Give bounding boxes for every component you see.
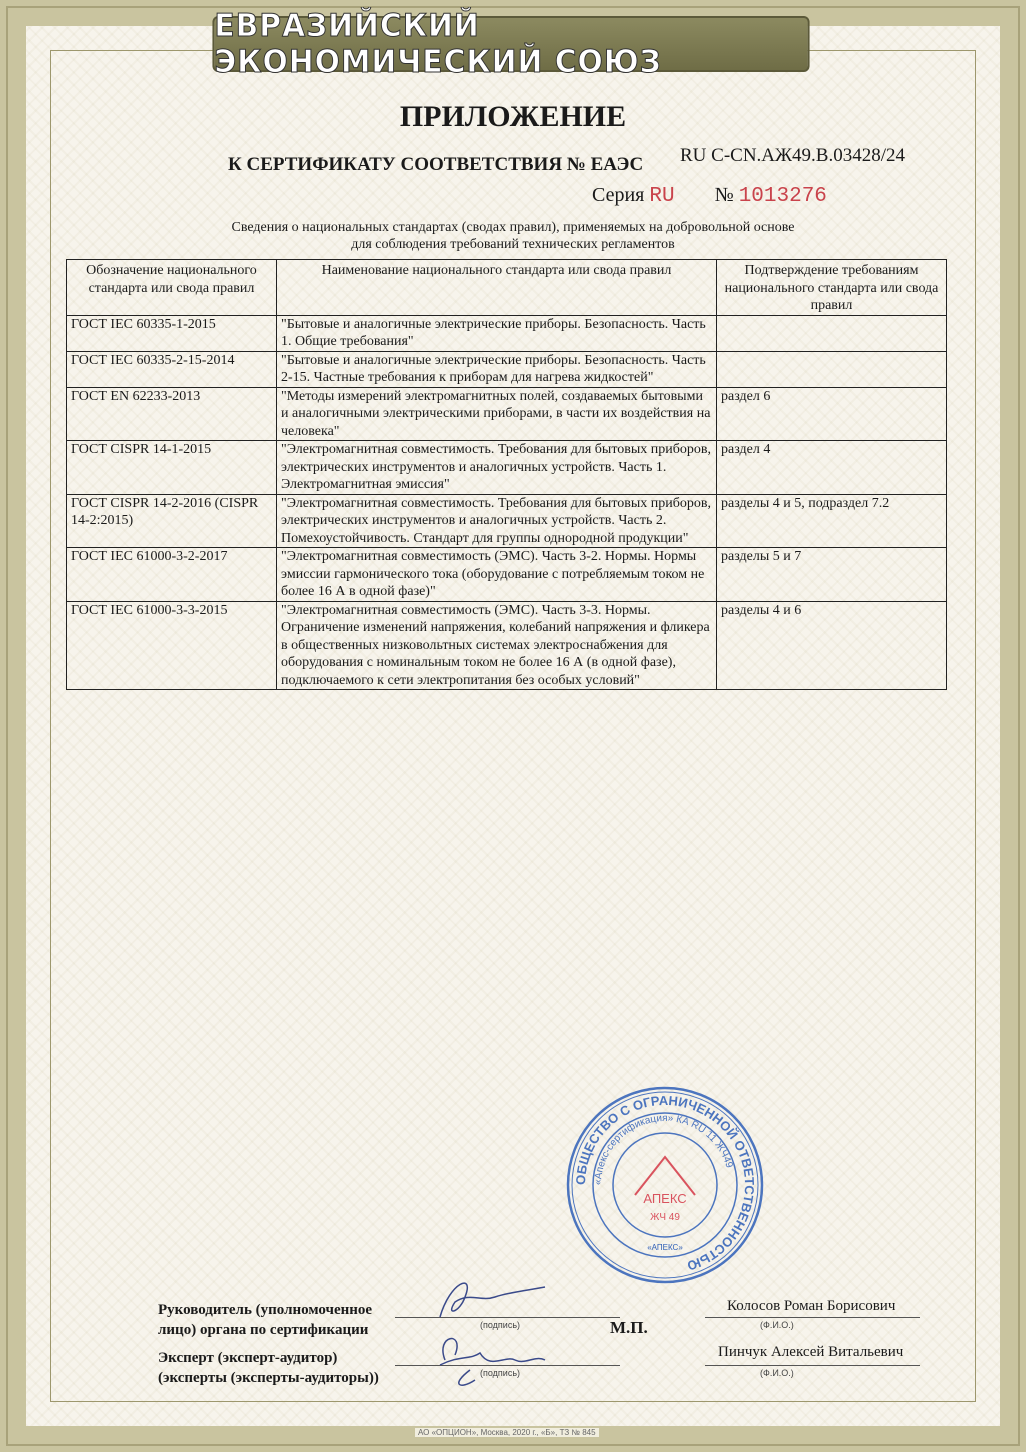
table-row: [67, 494, 947, 548]
cell-name: "Электромагнитная совместимость. Требования для бытовых приборов, электрических инструментов и аналогичных устройств. Часть 1. Электромагнитная эмиссия": [277, 441, 717, 495]
cell-code: ГОСТ CISPR 14-1-2015: [67, 441, 277, 495]
cell-confirm: [717, 315, 947, 351]
svg-text:«АПЕКС»: «АПЕКС»: [647, 1243, 683, 1252]
organization-stamp: [565, 1085, 765, 1285]
info-line: Сведения о национальных стандартах (сводах правил), применяемых на добровольной основе: [231, 220, 795, 235]
svg-text:ОБЩЕСТВО С ОГРАНИЧЕННОЙ ОТВЕТС: ОБЩЕСТВО С ОГРАНИЧЕННОЙ ОТВЕТСТВЕННОСТЬЮ: [572, 1092, 758, 1274]
expert-label: Эксперт (эксперт-аудитор) (эксперты (эксперты-аудиторы)): [158, 1350, 379, 1386]
series-line: [592, 184, 827, 208]
table-row: [67, 441, 947, 495]
fio-caption: (Ф.И.О.): [760, 1368, 794, 1378]
cell-code: ГОСТ EN 62233-2013: [67, 387, 277, 441]
cell-name: "Бытовые и аналогичные электрические приборы. Безопасность. Часть 1. Общие требования": [277, 315, 717, 351]
cell-code: ГОСТ IEC 60335-1-2015: [67, 315, 277, 351]
cell-name: "Электромагнитная совместимость (ЭМС). Часть 3-2. Нормы. Нормы эмиссии гармонического тока (оборудование с потребляемым током не более 16 А в одной фазе)": [277, 548, 717, 602]
cell-confirm: раздел 4: [717, 441, 947, 495]
head-signature: [420, 1272, 550, 1322]
certificate-number: RU C-CN.АЖ49.В.03428/24: [680, 145, 905, 166]
head-name: Колосов Роман Борисович: [727, 1298, 896, 1314]
column-header: Обозначение национального стандарта или свода правил: [67, 260, 277, 316]
column-header: Наименование национального стандарта или свода правил: [277, 260, 717, 316]
page-title: ПРИЛОЖЕНИЕ: [399, 100, 627, 133]
cell-code: ГОСТ IEC 61000-3-2-2017: [67, 548, 277, 602]
table-row: [67, 315, 947, 351]
svg-text:АПЕКС: АПЕКС: [643, 1191, 687, 1206]
expert-signature: [420, 1325, 550, 1395]
cell-name: "Бытовые и аналогичные электрические приборы. Безопасность. Часть 2-15. Частные требования к приборам для нагрева жидкостей": [277, 351, 717, 387]
table-row: [67, 351, 947, 387]
info-text: [0, 219, 1026, 253]
cell-code: ГОСТ IEC 61000-3-3-2015: [67, 601, 277, 690]
info-line: для соблюдения требований технических регламентов: [351, 237, 675, 252]
cell-confirm: разделы 4 и 6: [717, 601, 947, 690]
table-row: [67, 601, 947, 690]
table-row: [67, 387, 947, 441]
cell-name: "Методы измерений электромагнитных полей, создаваемых бытовыми и аналогичными электрическими приборами, в части их воздействия на человека": [277, 387, 717, 441]
table-row: [67, 548, 947, 602]
svg-text:«Апекс-сертификация» КА RU 11: «Апекс-сертификация» КА RU 11 ЖЧ49: [592, 1112, 735, 1186]
union-banner: ЕВРАЗИЙСКИЙ ЭКОНОМИЧЕСКИЙ СОЮЗ: [212, 16, 809, 72]
cell-name: "Электромагнитная совместимость. Требования для бытовых приборов, электрических инструментов и аналогичных устройств. Часть 2. Помехоустойчивость. Стандарт для группы однородной продукции": [277, 494, 717, 548]
signature-caption: (подпись): [480, 1320, 521, 1330]
standards-table: [66, 259, 947, 690]
head-label: Руководитель (уполномоченное лицо) органа по сертификации: [158, 1302, 373, 1338]
series-label: Серия: [592, 184, 645, 206]
cell-code: ГОСТ IEC 60335-2-15-2014: [67, 351, 277, 387]
svg-text:ЖЧ 49: ЖЧ 49: [650, 1212, 680, 1223]
signature-caption: (подпись): [480, 1368, 521, 1378]
mp-label: М.П.: [610, 1318, 648, 1337]
cell-confirm: [717, 351, 947, 387]
cell-name: "Электромагнитная совместимость (ЭМС). Часть 3-3. Нормы. Ограничение изменений напряжения, колебаний напряжения и фликера в общественных низковольтных системах электроснабжения для оборудования с номинальным током не более 16 А (в одной фазе), подключаемого к сети электропитания без особых условий": [277, 601, 717, 690]
column-header: Подтверждение требованиям национального стандарта или свода правил: [717, 260, 947, 316]
number-label: №: [714, 184, 734, 206]
form-number: 1013276: [738, 185, 827, 208]
series-value: RU: [649, 185, 675, 208]
cell-confirm: разделы 5 и 7: [717, 548, 947, 602]
printer-imprint: АО «ОПЦИОН», Москва, 2020 г., «Б», ТЗ № 845: [415, 1428, 599, 1437]
cell-confirm: раздел 6: [717, 387, 947, 441]
expert-name: Пинчук Алексей Витальевич: [718, 1344, 904, 1360]
cell-code: ГОСТ CISPR 14-2-2016 (CISPR 14-2:2015): [67, 494, 277, 548]
fio-caption: (Ф.И.О.): [760, 1320, 794, 1330]
subtitle: К СЕРТИФИКАТУ СООТВЕТСТВИЯ № ЕАЭС: [228, 154, 644, 175]
cell-confirm: разделы 4 и 5, подраздел 7.2: [717, 494, 947, 548]
